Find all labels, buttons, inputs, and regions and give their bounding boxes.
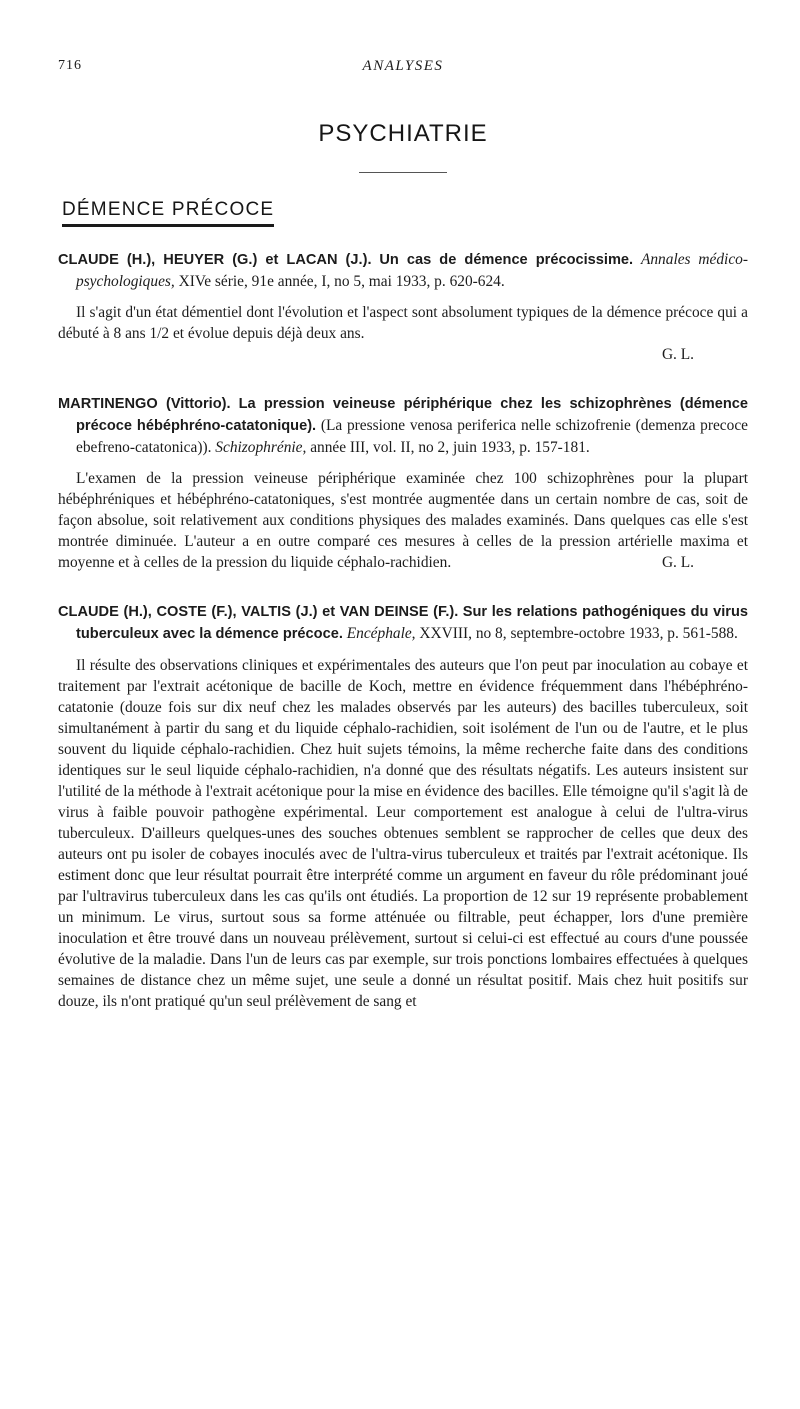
entry-title: Sur les relations pathogéniques du virus tuberculeux avec la démence précoce. xyxy=(76,604,748,642)
entry-summary: Il s'agit d'un état démentiel dont l'évolution et l'aspect sont absolument typiques de la démence précoce qui a débuté à 8 ans 1/2 et évolue depuis déjà deux ans. xyxy=(58,304,748,342)
document-page xyxy=(58,58,748,1012)
entry-authors: CLAUDE (H.), HEUYER (G.) et LACAN (J.). xyxy=(58,252,372,268)
entry-journal: Annales médico-psychologiques, xyxy=(76,251,748,290)
entry-signature: G. L. xyxy=(661,346,694,363)
entry-reference: XXVIII, no 8, septembre-octobre 1933, p. 561-588. xyxy=(419,625,738,642)
page-number: 716 xyxy=(58,58,82,73)
citation xyxy=(58,249,748,292)
citation xyxy=(58,393,748,458)
entry-reference: année III, vol. II, no 2, juin 1933, p. 157-181. xyxy=(310,439,590,456)
section-title: PSYCHIATRIE xyxy=(318,120,488,147)
entry-authors: MARTINENGO (Vittorio). xyxy=(58,396,231,412)
abstract-entry xyxy=(58,393,748,573)
section-divider xyxy=(359,172,447,173)
abstract-entry xyxy=(58,249,748,365)
entry-journal: Encéphale, xyxy=(346,625,416,642)
entry-reference: XIVe série, 91e année, I, no 5, mai 1933, p. 620-624. xyxy=(178,273,505,290)
entry-title: La pression veineuse périphérique chez les schizophrènes (démence précoce hébéphréno-catatonique). xyxy=(76,396,748,434)
entry-summary-text: L'examen de la pression veineuse périphérique examinée chez 100 schizophrènes pour la plupart hébéphréniques et hébéphréno-catatoniques, s'est montrée augmentée dans un certain nombre de cas, soit de façon absolue, soit relativement aux conditions physiques des malades examinés. Dans quelques cas elle s'est montrée diminuée. L'auteur a en outre comparé ces mesures à celles de la pression artérielle maxima et moyenne et à celles de la pression du liquide céphalo-rachidien. xyxy=(58,470,748,571)
entry-journal: Schizophrénie, xyxy=(215,439,307,456)
entry-signature: G. L. xyxy=(661,554,694,571)
running-title: ANALYSES xyxy=(362,58,444,74)
entry-title: Un cas de démence précocissime. xyxy=(379,252,634,268)
citation xyxy=(58,601,748,645)
abstract-entry xyxy=(58,601,748,1012)
entry-original-title: (La pressione venosa periferica nelle schizofrenie (demenza precoce ebefreno-catatonica)). xyxy=(76,417,748,456)
running-head xyxy=(58,58,748,82)
entry-authors: CLAUDE (H.), COSTE (F.), VALTIS (J.) et VAN DEINSE (F.). xyxy=(58,604,459,620)
entry-summary: Il résulte des observations cliniques et expérimentales des auteurs que l'on peut par inoculation au cobaye et traitement par l'extrait acétonique de bacille de Koch, mettre en évidence fréquemment dans l'hébéphréno-catatonie (douze fois sur dix neuf chez les malades observés par les auteurs) des bacilles tuberculeux, soit simultanément à partir du sang et du liquide céphalo-rachidien, soit isolément de l'un ou de l'autre, et le plus souvent du liquide céphalo-rachidien. Chez huit sujets témoins, la même recherche faite dans des conditions identiques sur le seul liquide céphalo-rachidien, n'a donné que des résultats négatifs. Les auteurs insistent sur l'utilité de la méthode à l'extrait acétonique pour la mise en évidence des bacilles. Elle témoigne qu'il s'agit là de virus à faible pouvoir pathogène expérimental. Leur comportement est analogue à celui de l'ultra-virus tuberculeux. D'ailleurs quelques-unes des souches obtenues semblent se rapprocher de celles que deux des auteurs ont pu isoler de cobayes inoculés avec de l'ultra-virus tuberculeux et traités par l'extrait acétonique. Ils estiment donc que leur résultat pourrait être interprété comme un argument en faveur du rôle prédominant joué par l'ultravirus tuberculeux dans les cas qu'ils ont étudiés. La proportion de 12 sur 19 représente probablement un minimum. Le virus, surtout sous sa forme atténuée ou filtrable, peut échapper, lors d'une première inoculation et être trouvé dans un nouveau prélèvement, surtout si celui-ci est effectué au cours d'une poussée évolutive de la maladie. Dans l'un de leurs cas par exemple, sur trois ponctions lombaires effectuées à quelques semaines de distance chez un même sujet, une seule a donné un résultat positif. Mais chez huit positifs sur douze, ils n'ont pratiqué qu'un seul prélèvement de sang et xyxy=(58,657,748,1010)
entry-summary xyxy=(58,468,748,573)
subsection-title: DÉMENCE PRÉCOCE xyxy=(62,199,274,227)
